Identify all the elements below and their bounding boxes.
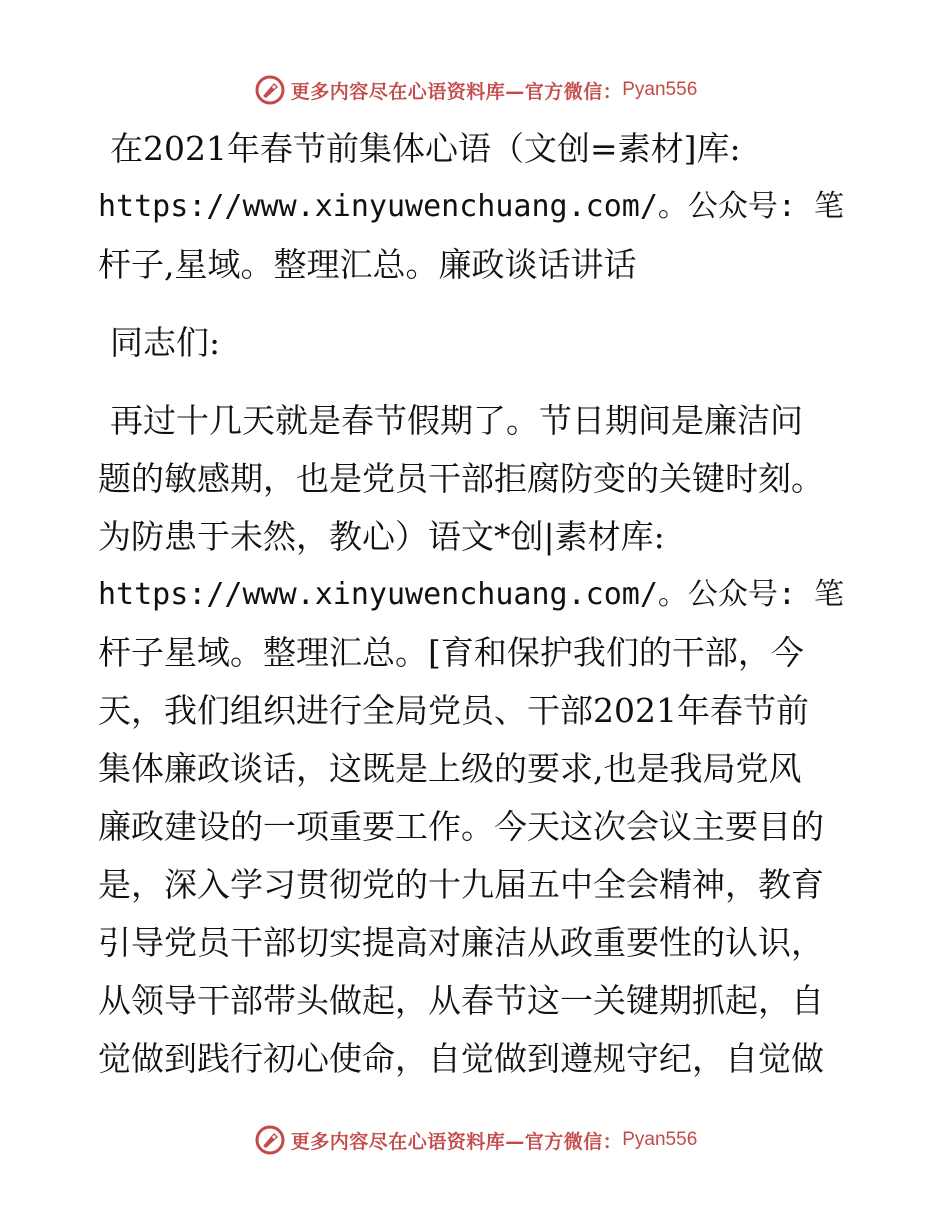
intro-line-2: https://www.xinyuwenchuang.com/。公众号: 笔 [98,189,845,224]
document-body [98,120,858,1108]
banner-wechat-id: Pyan556 [622,79,698,100]
body-line-6: 天，我们组织进行全局党员、干部2021年春节前 [98,691,809,730]
banner-text: 更多内容尽在心语资料库—官方微信： [290,80,623,103]
body-line-9: 是，深入学习贯彻党的十九届五中全会精神，教育 [98,865,824,904]
body-paragraph [98,392,858,1088]
body-line-8: 廉政建设的一项重要工作。今天这次会议主要目的 [98,807,824,846]
body-line-2: 题的敏感期，也是党员干部拒腐防变的关键时刻。 [98,459,824,498]
header-banner [0,70,950,110]
body-line-3: 为防患于未然，教心）语文*创|素材库: [98,517,665,556]
pen-nib-logo-icon [253,73,287,107]
banner-text: 更多内容尽在心语资料库—官方微信： [290,1130,623,1153]
pen-nib-logo-icon [253,1123,287,1157]
greeting-paragraph [98,314,858,372]
intro-paragraph [98,120,858,294]
footer-banner [0,1120,950,1160]
intro-line-3: 杆子,星域。整理汇总。廉政谈话讲话 [98,245,637,284]
body-line-5: 杆子星域。整理汇总。[育和保护我们的干部，今 [98,633,804,672]
body-line-12: 觉做到践行初心使命，自觉做到遵规守纪，自觉做 [98,1039,824,1078]
banner-wechat-id: Pyan556 [622,1129,698,1150]
body-line-1: 再过十几天就是春节假期了。节日期间是廉洁问 [110,401,803,440]
body-line-4: https://www.xinyuwenchuang.com/。公众号: 笔 [98,577,845,612]
body-line-10: 引导党员干部切实提高对廉洁从政重要性的认识， [98,923,824,962]
intro-line-1: 在2021年春节前集体心语（文创=素材]库: [110,129,741,168]
body-line-11: 从领导干部带头做起，从春节这一关键期抓起，自 [98,981,824,1020]
greeting: 同志们: [110,323,221,362]
body-line-7: 集体廉政谈话，这既是上级的要求,也是我局党风 [98,749,802,788]
